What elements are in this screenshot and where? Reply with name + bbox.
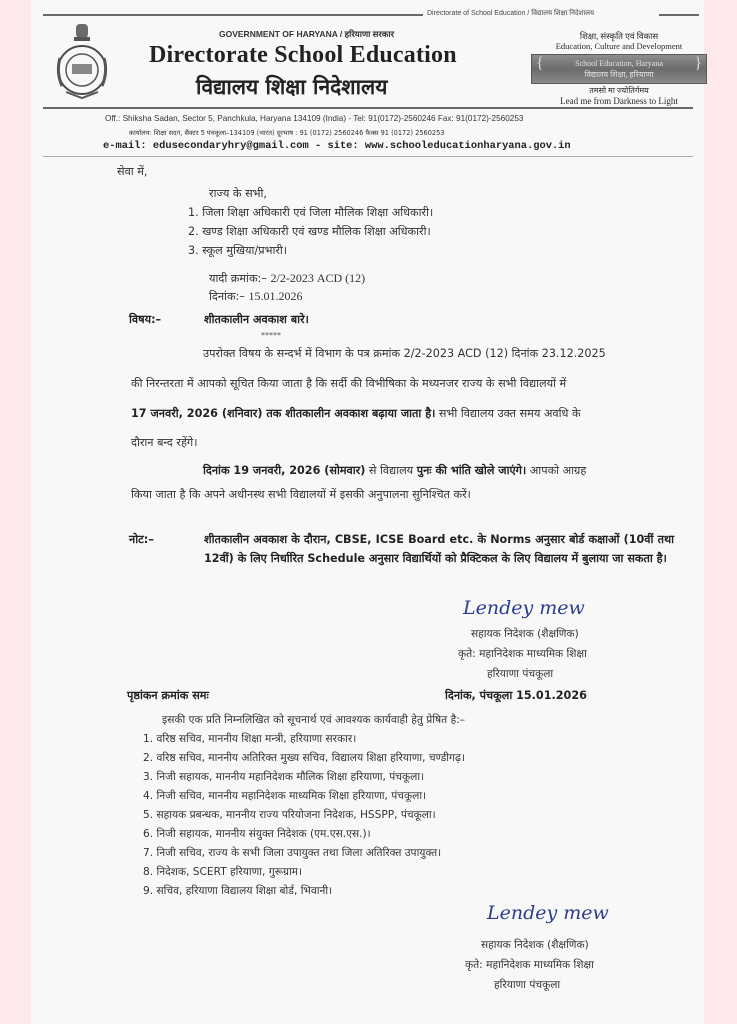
logo-motto-hi: तमसो मा ज्योतिर्गमय (589, 86, 649, 95)
recipient-item: 3. स्कूल मुखिया/प्रभारी। (188, 244, 288, 257)
reopen-date: दिनांक 19 जनवरी, 2026 (सोमवार) (203, 464, 366, 477)
memo-date-value: 15.01.2026 (248, 289, 303, 303)
endorsement-label: पृष्ठांकन क्रमांक समः (127, 689, 209, 702)
signatory-designation: सहायक निदेशक (शैक्षणिक) (471, 628, 579, 640)
copy-list-item: 5. सहायक प्रबन्धक, माननीय राज्य परियोजना निदेशक, HSSPP, पंचकूला। (143, 809, 436, 821)
body-para1-line4: दौरान बन्द रहेंगे। (131, 436, 198, 449)
copy-list-item: 9. सचिव, हरियाणा विद्यालय शिक्षा बोर्ड, भिवानी। (143, 885, 333, 897)
logo-band-hi: विद्यालय शिक्षा, हरियाणा (584, 70, 654, 79)
salutation: सेवा में, (117, 165, 148, 178)
letter-page (31, 0, 704, 1024)
department-logo (530, 31, 708, 106)
endorsement-date: दिनांक, पंचकूला 15.01.2026 (445, 689, 587, 702)
logo-band-en: School Education, Haryana (575, 59, 663, 68)
signatory-place: हरियाणा पंचकूला (487, 668, 554, 680)
copy-list-item: 4. निजी सचिव, माननीय महानिदेशक माध्यमिक शिक्षा हरियाणा, पंचकूला। (143, 790, 427, 802)
subject-label: विषय:– (129, 313, 162, 326)
copy-list-item: 1. वरिष्ठ सचिव, माननीय शिक्षा मन्त्री, हरियाणा सरकार। (143, 733, 357, 745)
signatory-designation: सहायक निदेशक (शैक्षणिक) (481, 939, 589, 951)
recipient-item: 2. खण्ड शिक्षा अधिकारी एवं खण्ड मौलिक शिक्षा अधिकारी। (188, 225, 431, 238)
body-para2-line2: किया जाता है कि अपने अधीनस्थ सभी विद्यालयों में इसकी अनुपालना सुनिश्चित करें। (131, 488, 471, 501)
recipient-item: 1. जिला शिक्षा अधिकारी एवं जिला मौलिक शिक्षा अधिकारी। (188, 206, 434, 219)
directorate-title-hi: विद्यालय शिक्षा निदेशालय (196, 75, 388, 99)
subject-text: शीतकालीन अवकाश बारे। (204, 313, 309, 326)
logo-line-hi: शिक्षा, संस्कृति एवं विकास (579, 31, 659, 41)
signatory-place: हरियाणा पंचकूला (494, 979, 561, 991)
memo-number-value: 2/2-2023 ACD (12) (270, 271, 366, 285)
note-text: शीतकालीन अवकाश के दौरान, CBSE, ICSE Board etc. के Norms अनुसार बोर्ड कक्षाओं (10वीं तथा 12वीं) के लिए निर्धारित Schedule अनुसार विद्यार्थियों को प्रैक्टिकल के लिए विद्यालय में बुलाया जा सकता है। (204, 533, 674, 565)
copy-list-item: 8. निदेशक, SCERT हरियाणा, गुरूग्राम। (143, 866, 303, 878)
memo-number (209, 271, 365, 286)
memo-date-label: दिनांक:– (209, 290, 245, 303)
copy-list-item: 7. निजी सचिव, राज्य के सभी जिला उपायुक्त तथा जिला अतिरिक्त उपायुक्त। (143, 847, 442, 859)
body-para1-line2: की निरन्तरता में आपको सूचित किया जाता है कि सर्दी की विभीषिका के मध्यनजर राज्य के सभी विद्यालयों में (131, 377, 567, 390)
signature-scribble: Lendey mew (463, 597, 585, 619)
note-label: नोट:– (129, 533, 154, 546)
header-top-rule-right (659, 14, 699, 16)
logo-motto-en: Lead me from Darkness to Light (560, 96, 678, 106)
haryana-emblem-icon (52, 22, 112, 100)
signatory-for: कृते: महानिदेशक माध्यमिक शिक्षा (458, 648, 587, 660)
endorsement-intro: इसकी एक प्रति निम्नलिखित को सूचनार्थ एवं आवश्यक कार्यवाही हेतु प्रेषित है:– (162, 714, 466, 726)
header-top-rule (43, 14, 423, 16)
copy-list-item: 6. निजी सहायक, माननीय संयुक्त निदेशक (एम.एस.एस.)। (143, 828, 371, 840)
memo-number-label: यादी क्रमांक:– (209, 272, 267, 285)
copy-list-item: 2. वरिष्ठ सचिव, माननीय अतिरिक्त मुख्य सचिव, विद्यालय शिक्षा हरियाणा, चण्डीगढ़। (143, 752, 465, 764)
body-para2-line1: दिनांक 19 जनवरी, 2026 (सोमवार) से विद्यालय पुनः की भांति खोले जाएंगे। आपको आग्रह (203, 464, 587, 477)
logo-line-en: Education, Culture and Development (555, 41, 683, 51)
recipients-intro: राज्य के सभी, (209, 187, 267, 200)
header-bottom-rule (43, 107, 693, 109)
signatory-for: कृते: महानिदेशक माध्यमिक शिक्षा (465, 959, 594, 971)
government-line: GOVERNMENT OF HARYANA / हरियाणा सरकार (219, 29, 395, 39)
office-address-en: Off.: Shiksha Sadan, Sector 5, Panchkula, Haryana 134109 (India) - Tel: 91(0172)-2560246 Fax: 91(0172)-2560253 (105, 114, 524, 123)
separator-stars: ***** (261, 331, 281, 340)
contact-line: e-mail: edusecondaryhry@gmail.com - site: www.schooleducationharyana.gov.in (103, 140, 571, 152)
header-top-note: Directorate of School Education / विद्यालय शिक्षा निदेशालय (427, 10, 595, 17)
signature-scribble: Lendey mew (487, 902, 609, 924)
extension-notice: 17 जनवरी, 2026 (शनिवार) तक शीतकालीन अवकाश बढ़ाया जाता है। (131, 407, 436, 420)
body-para1-line1: उपरोक्त विषय के सन्दर्भ में विभाग के पत्र क्रमांक 2/2-2023 ACD (12) दिनांक 23.12.2025 (203, 347, 606, 360)
copy-list-item: 3. निजी सहायक, माननीय महानिदेशक मौलिक शिक्षा हरियाणा, पंचकूला। (143, 771, 425, 783)
memo-date (209, 289, 302, 304)
office-address-hi: कार्यालय: शिक्षा सदन, सैक्टर 5 पंचकूला–134109 (भारत) दूरभाष : 91 (0172) 2560246 फैक्स 91 (0172) 2560253 (129, 129, 445, 137)
contact-rule (43, 156, 693, 157)
directorate-title-en: Directorate School Education (149, 42, 457, 68)
body-para1-line3: 17 जनवरी, 2026 (शनिवार) तक शीतकालीन अवकाश बढ़ाया जाता है। सभी विद्यालय उक्त समय अवधि के (131, 407, 581, 420)
logo-band: { School Education, Haryana विद्यालय शिक्षा, हरियाणा } (531, 54, 707, 84)
